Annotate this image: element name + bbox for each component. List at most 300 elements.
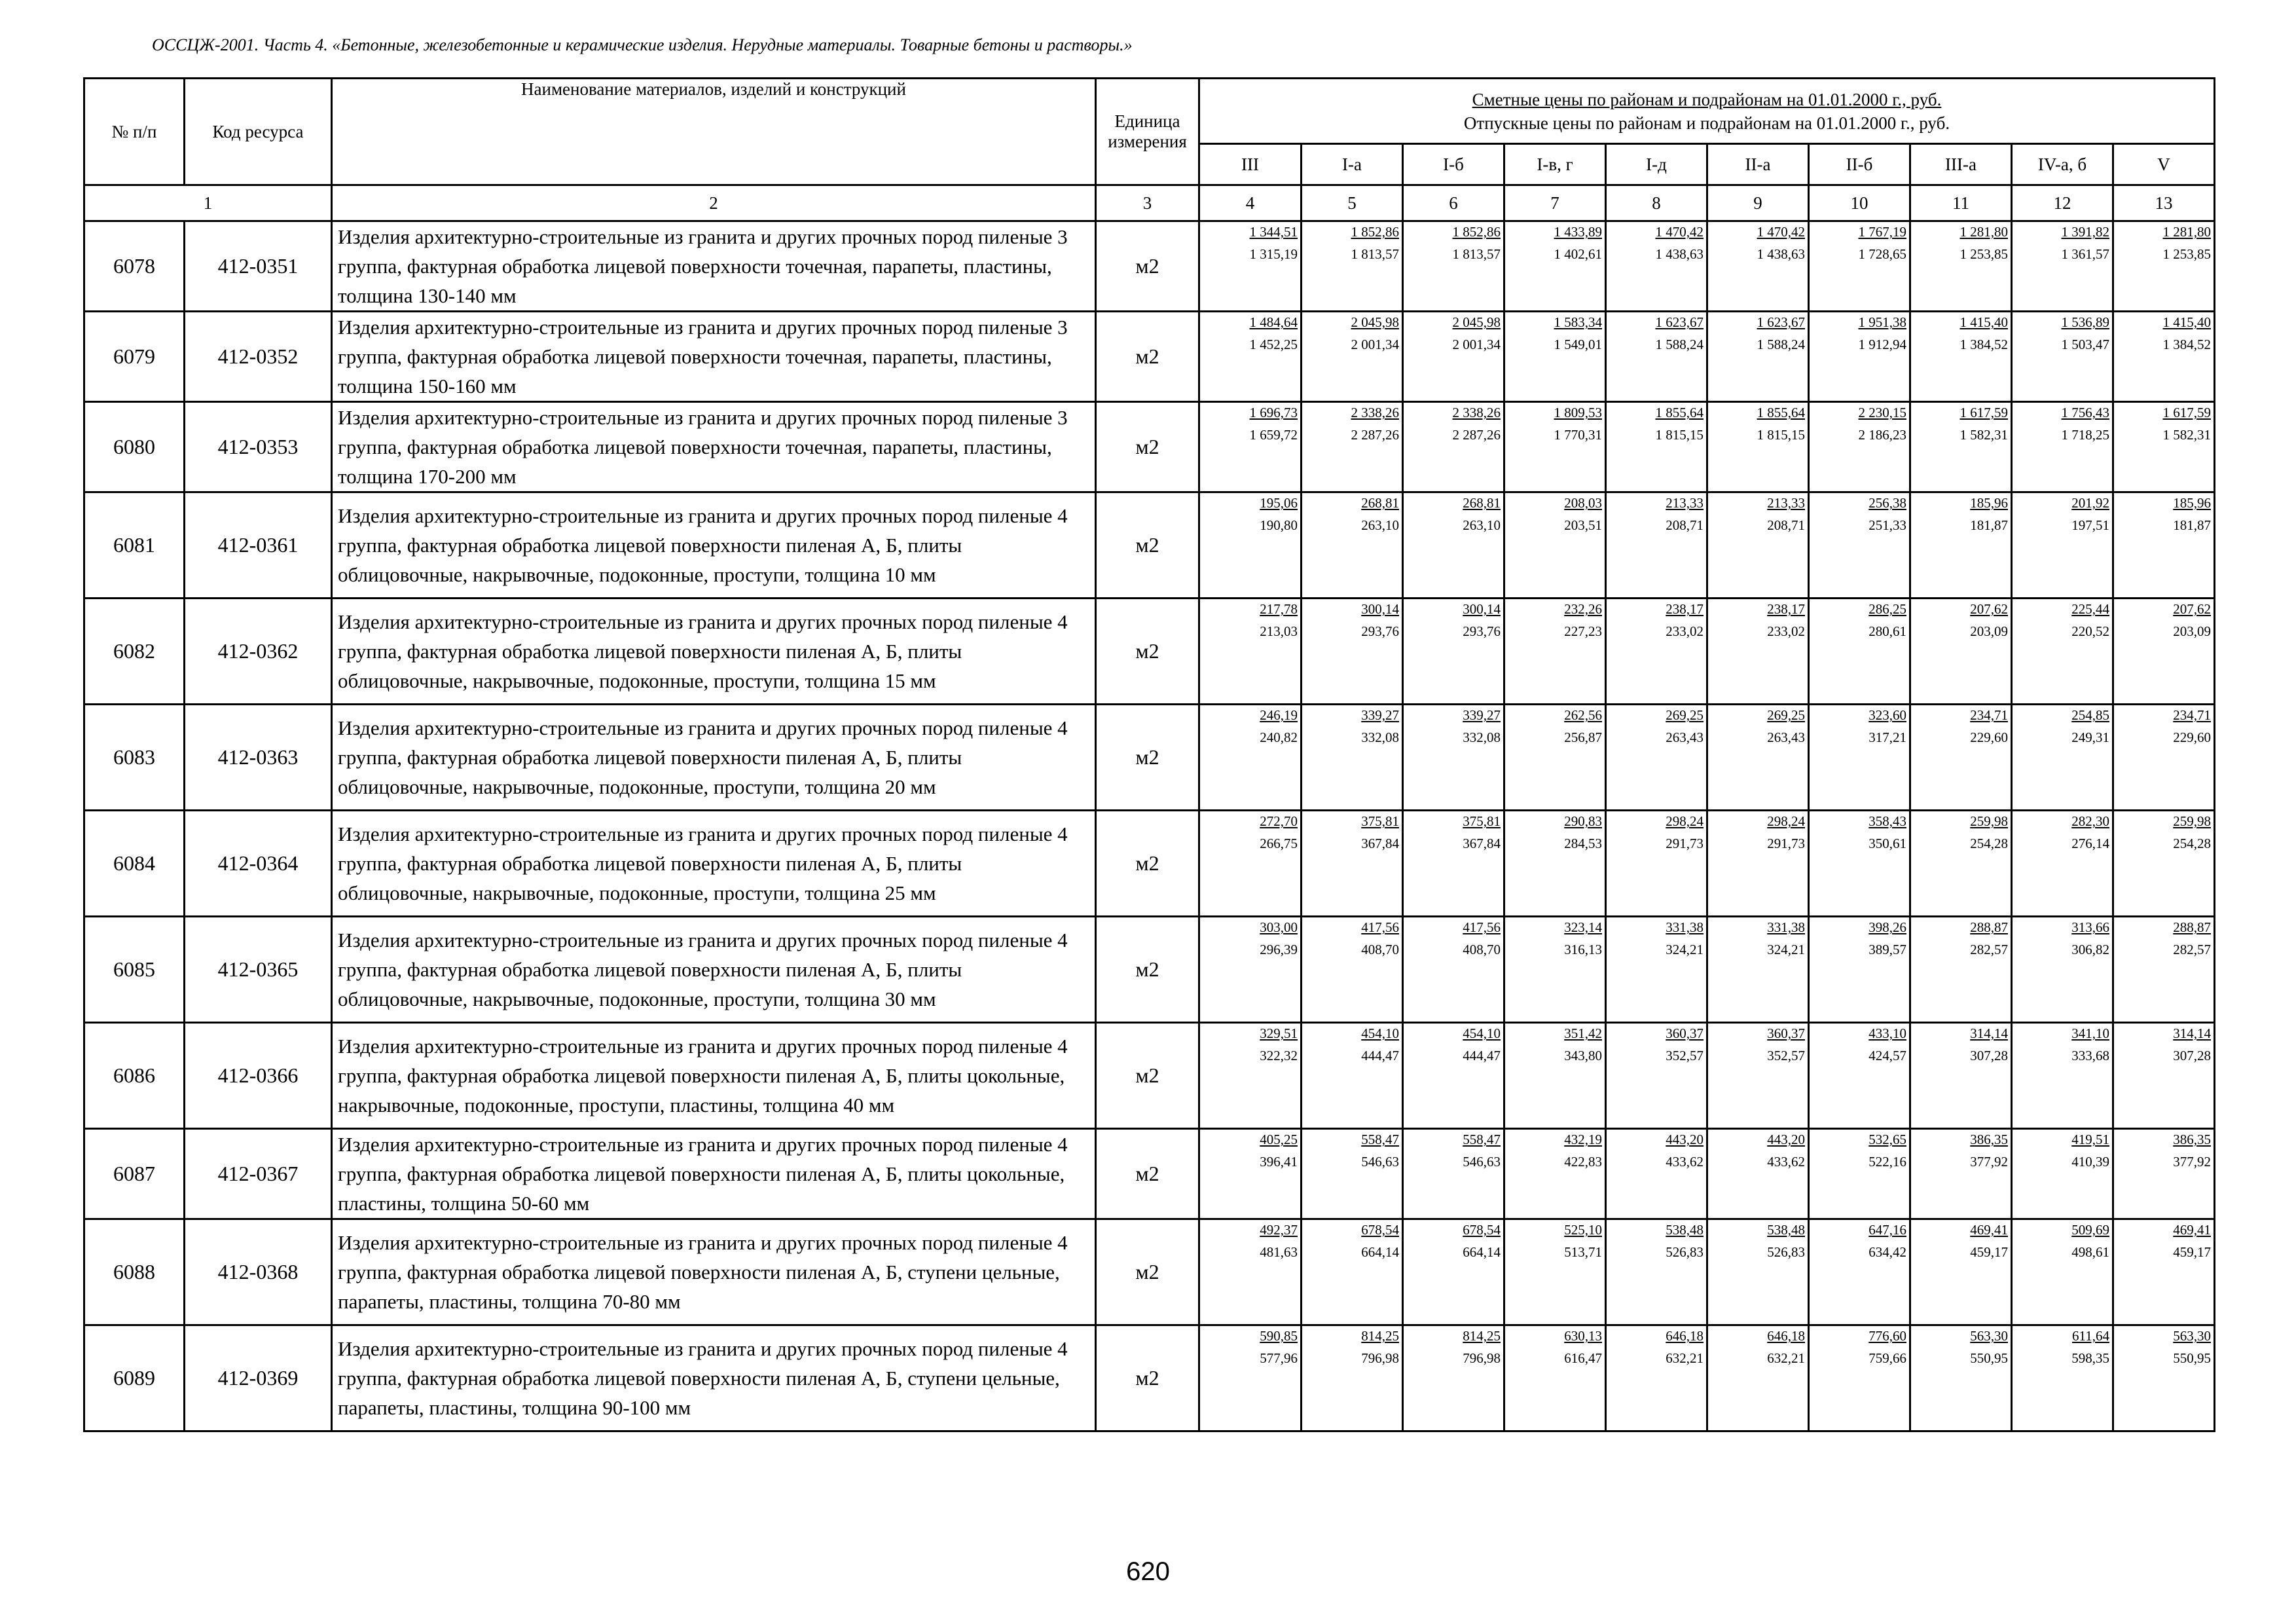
price-cell	[1199, 917, 1302, 1023]
estimate-price: 386,35	[2173, 1132, 2211, 1147]
release-price: 343,80	[1564, 1048, 1602, 1063]
release-price: 1 588,24	[1757, 337, 1805, 352]
unit-of-measure: м2	[1096, 221, 1199, 312]
release-price: 306,82	[2071, 942, 2109, 957]
estimate-price: 213,33	[1767, 495, 1805, 511]
release-price: 1 361,57	[2061, 246, 2109, 262]
price-cell	[1910, 492, 2012, 599]
price-cell	[1809, 811, 1910, 917]
price-cell	[1809, 312, 1910, 402]
resource-code: 412-0368	[185, 1219, 332, 1325]
release-price: 324,21	[1767, 942, 1805, 957]
document-header: ОССЦЖ-2001. Часть 4. «Бетонные, железобетонные и керамические изделия. Нерудные материалы. Товарные бетоны и растворы.»	[152, 35, 1133, 54]
release-price: 616,47	[1564, 1350, 1602, 1366]
estimate-price: 509,69	[2071, 1222, 2109, 1238]
region-header: III-а	[1910, 144, 2012, 185]
price-cell	[1403, 599, 1504, 705]
table-row	[84, 312, 2215, 402]
price-cell	[1606, 312, 1707, 402]
release-price: 181,87	[1970, 517, 2008, 533]
release-price: 291,73	[1767, 836, 1805, 851]
price-cell	[1403, 1023, 1504, 1129]
estimate-price: 207,62	[1970, 601, 2008, 617]
region-header: IV-а, б	[2012, 144, 2113, 185]
release-price: 632,21	[1767, 1350, 1805, 1366]
estimate-price: 217,78	[1260, 601, 1298, 617]
column-number: 3	[1096, 185, 1199, 221]
price-cell	[1403, 705, 1504, 811]
price-cell	[1809, 917, 1910, 1023]
material-name: Изделия архитектурно-строительные из гранита и других прочных пород пиленые 4 группа, фактурная обработка лицевой поверхности пиленая А, Б, плиты облицовочные, накрывочные, подоконные, проступи, толщина 15 мм	[332, 599, 1096, 705]
estimate-price: 286,25	[1868, 601, 1906, 617]
price-cell	[1910, 402, 2012, 492]
release-price: 190,80	[1260, 517, 1298, 533]
release-price: 1 813,57	[1351, 246, 1399, 262]
release-price: 282,57	[2173, 942, 2211, 957]
estimate-price: 360,37	[1767, 1025, 1805, 1041]
material-name: Изделия архитектурно-строительные из гранита и других прочных пород пиленые 3 группа, фактурная обработка лицевой поверхности точечная, парапеты, пластины, толщина 170-200 мм	[332, 402, 1096, 492]
price-cell	[2012, 312, 2113, 402]
release-price: 408,70	[1361, 942, 1399, 957]
price-cell	[1403, 1325, 1504, 1431]
price-cell	[2012, 1219, 2113, 1325]
material-name: Изделия архитектурно-строительные из гранита и других прочных пород пиленые 4 группа, фактурная обработка лицевой поверхности пиленая А, Б, ступени цельные, парапеты, пластины, толщина 70-80 мм	[332, 1219, 1096, 1325]
estimate-price: 323,14	[1564, 919, 1602, 935]
release-price: 444,47	[1361, 1048, 1399, 1063]
column-number: 10	[1809, 185, 1910, 221]
release-price: 1 438,63	[1655, 246, 1704, 262]
estimate-price: 2 338,26	[1452, 405, 1501, 420]
estimate-price: 288,87	[1970, 919, 2008, 935]
price-cell	[2113, 1129, 2215, 1219]
estimate-price: 1 470,42	[1655, 224, 1704, 240]
estimate-price: 1 623,67	[1757, 314, 1805, 330]
release-price: 229,60	[1970, 729, 2008, 745]
release-price: 459,17	[2173, 1244, 2211, 1260]
estimate-price: 590,85	[1260, 1328, 1298, 1344]
estimate-price: 259,98	[1970, 813, 2008, 829]
price-cell	[1302, 1219, 1403, 1325]
release-price: 307,28	[1970, 1048, 2008, 1063]
price-cell	[1199, 402, 1302, 492]
release-price: 1 770,31	[1554, 427, 1602, 443]
release-price: 181,87	[2173, 517, 2211, 533]
estimate-price: 2 045,98	[1452, 314, 1501, 330]
estimate-price: 303,00	[1260, 919, 1298, 935]
price-cell	[1809, 1023, 1910, 1129]
unit-of-measure: м2	[1096, 1129, 1199, 1219]
release-price: 266,75	[1260, 836, 1298, 851]
estimate-price: 646,18	[1666, 1328, 1704, 1344]
release-price: 2 287,26	[1452, 427, 1501, 443]
price-cell	[1707, 312, 1809, 402]
estimate-price: 201,92	[2071, 495, 2109, 511]
estimate-price: 2 045,98	[1351, 314, 1399, 330]
resource-code: 412-0353	[185, 402, 332, 492]
release-price: 396,41	[1260, 1154, 1298, 1170]
release-price: 352,57	[1767, 1048, 1805, 1063]
estimate-price: 776,60	[1868, 1328, 1906, 1344]
material-name: Изделия архитектурно-строительные из гранита и других прочных пород пиленые 4 группа, фактурная обработка лицевой поверхности пиленая А, Б, плиты облицовочные, накрывочные, подоконные, проступи, толщина 20 мм	[332, 705, 1096, 811]
release-price: 1 813,57	[1452, 246, 1501, 262]
release-price: 498,61	[2071, 1244, 2109, 1260]
release-price: 240,82	[1260, 729, 1298, 745]
release-price: 263,43	[1767, 729, 1805, 745]
release-price: 316,13	[1564, 942, 1602, 957]
release-price: 322,32	[1260, 1048, 1298, 1063]
estimate-price: 433,10	[1868, 1025, 1906, 1041]
estimate-price: 1 536,89	[2061, 314, 2109, 330]
estimate-price: 2 338,26	[1351, 405, 1399, 420]
price-cell	[1199, 811, 1302, 917]
estimate-price: 246,19	[1260, 707, 1298, 723]
release-price: 1 582,31	[1959, 427, 2008, 443]
estimate-price: 454,10	[1463, 1025, 1501, 1041]
release-price: 263,10	[1361, 517, 1399, 533]
release-price: 1 253,85	[2162, 246, 2211, 262]
estimate-price: 1 951,38	[1858, 314, 1906, 330]
release-price: 367,84	[1463, 836, 1501, 851]
estimate-price: 1 855,64	[1757, 405, 1805, 420]
estimate-price: 525,10	[1564, 1222, 1602, 1238]
estimate-price: 268,81	[1361, 495, 1399, 511]
release-price: 2 287,26	[1351, 427, 1399, 443]
price-cell	[1606, 705, 1707, 811]
resource-code: 412-0361	[185, 492, 332, 599]
estimate-price: 443,20	[1767, 1132, 1805, 1147]
release-price: 332,08	[1463, 729, 1501, 745]
release-price: 280,61	[1868, 623, 1906, 639]
material-name: Изделия архитектурно-строительные из гранита и других прочных пород пиленые 4 группа, фактурная обработка лицевой поверхности пиленая А, Б, плиты цокольные, пластины, толщина 50-60 мм	[332, 1129, 1096, 1219]
table-row	[84, 221, 2215, 312]
estimate-price: 256,38	[1868, 495, 1906, 511]
estimate-price: 646,18	[1767, 1328, 1805, 1344]
price-cell	[1809, 705, 1910, 811]
release-price: 1 912,94	[1858, 337, 1906, 352]
price-cell	[1199, 312, 1302, 402]
estimate-price: 647,16	[1868, 1222, 1906, 1238]
price-cell	[1910, 312, 2012, 402]
row-index: 6078	[84, 221, 185, 312]
price-cell	[1199, 1325, 1302, 1431]
estimate-price: 814,25	[1463, 1328, 1501, 1344]
table-row	[84, 402, 2215, 492]
estimate-price: 339,27	[1361, 707, 1399, 723]
unit-of-measure: м2	[1096, 917, 1199, 1023]
price-cell	[1910, 221, 2012, 312]
price-cell	[2113, 705, 2215, 811]
estimate-price: 234,71	[1970, 707, 2008, 723]
estimate-price: 234,71	[2173, 707, 2211, 723]
estimate-price: 259,98	[2173, 813, 2211, 829]
price-cell	[1302, 402, 1403, 492]
price-cell	[1504, 1023, 1606, 1129]
estimate-price: 630,13	[1564, 1328, 1602, 1344]
row-index: 6088	[84, 1219, 185, 1325]
resource-code: 412-0351	[185, 221, 332, 312]
estimate-price: 558,47	[1361, 1132, 1399, 1147]
price-cell	[1707, 1023, 1809, 1129]
price-cell	[1199, 221, 1302, 312]
price-cell	[1910, 599, 2012, 705]
price-cell	[1910, 1325, 2012, 1431]
estimate-price: 375,81	[1361, 813, 1399, 829]
price-table	[83, 77, 2215, 1432]
resource-code: 412-0362	[185, 599, 332, 705]
price-cell	[1199, 705, 1302, 811]
material-name: Изделия архитектурно-строительные из гранита и других прочных пород пиленые 4 группа, фактурная обработка лицевой поверхности пиленая А, Б, ступени цельные, парапеты, пластины, толщина 90-100 мм	[332, 1325, 1096, 1431]
price-cell	[2012, 492, 2113, 599]
estimate-price: 492,37	[1260, 1222, 1298, 1238]
col-header-code: Код ресурса	[185, 79, 332, 185]
estimate-price: 1 415,40	[2162, 314, 2211, 330]
price-cell	[1504, 599, 1606, 705]
estimate-price: 1 433,89	[1554, 224, 1602, 240]
price-cell	[1199, 492, 1302, 599]
estimate-price: 563,30	[1970, 1328, 2008, 1344]
table-row	[84, 492, 2215, 599]
estimate-price: 314,14	[2173, 1025, 2211, 1041]
release-price: 1 718,25	[2061, 427, 2109, 443]
estimate-price: 538,48	[1666, 1222, 1704, 1238]
material-name: Изделия архитектурно-строительные из гранита и других прочных пород пиленые 4 группа, фактурная обработка лицевой поверхности пиленая А, Б, плиты цокольные, накрывочные, подоконные, проступи, пластины, толщина 40 мм	[332, 1023, 1096, 1129]
estimate-price: 2 230,15	[1858, 405, 1906, 420]
estimate-price: 611,64	[2072, 1328, 2109, 1344]
table-row	[84, 1219, 2215, 1325]
region-header: III	[1199, 144, 1302, 185]
price-cell	[1403, 1129, 1504, 1219]
price-cell	[1302, 221, 1403, 312]
release-price: 1 452,25	[1249, 337, 1298, 352]
price-cell	[2012, 811, 2113, 917]
estimate-price: 469,41	[2173, 1222, 2211, 1238]
price-cell	[1302, 1023, 1403, 1129]
row-index: 6081	[84, 492, 185, 599]
material-name: Изделия архитектурно-строительные из гранита и других прочных пород пиленые 4 группа, фактурная обработка лицевой поверхности пиленая А, Б, плиты облицовочные, накрывочные, подоконные, проступи, толщина 30 мм	[332, 917, 1096, 1023]
estimate-price: 469,41	[1970, 1222, 2008, 1238]
page-number: 620	[1126, 1557, 1170, 1586]
estimate-price: 398,26	[1868, 919, 1906, 935]
release-price: 1 503,47	[2061, 337, 2109, 352]
price-cell	[1809, 1325, 1910, 1431]
estimate-price: 300,14	[1463, 601, 1501, 617]
estimate-price: 300,14	[1361, 601, 1399, 617]
column-number: 2	[332, 185, 1096, 221]
release-price: 1 315,19	[1249, 246, 1298, 262]
table-row	[84, 811, 2215, 917]
release-price: 291,73	[1666, 836, 1704, 851]
price-cell	[1606, 917, 1707, 1023]
price-cell	[1606, 1023, 1707, 1129]
estimate-price: 225,44	[2071, 601, 2109, 617]
estimate-price: 208,03	[1564, 495, 1602, 511]
estimate-price: 1 767,19	[1858, 224, 1906, 240]
release-price: 389,57	[1868, 942, 1906, 957]
estimate-price: 269,25	[1767, 707, 1805, 723]
price-cell	[1606, 599, 1707, 705]
material-name: Изделия архитектурно-строительные из гранита и других прочных пород пиленые 4 группа, фактурная обработка лицевой поверхности пиленая А, Б, плиты облицовочные, накрывочные, подоконные, проступи, толщина 25 мм	[332, 811, 1096, 917]
estimate-price: 1 470,42	[1757, 224, 1805, 240]
estimate-price: 213,33	[1666, 495, 1704, 511]
release-price: 256,87	[1564, 729, 1602, 745]
release-price: 526,83	[1666, 1244, 1704, 1260]
region-header: I-б	[1403, 144, 1504, 185]
estimate-price: 1 415,40	[1959, 314, 2008, 330]
release-price: 526,83	[1767, 1244, 1805, 1260]
release-price: 424,57	[1868, 1048, 1906, 1063]
price-cell	[2113, 599, 2215, 705]
release-price: 1 815,15	[1757, 427, 1805, 443]
release-price: 282,57	[1970, 942, 2008, 957]
region-header: I-в, г	[1504, 144, 1606, 185]
release-price: 350,61	[1868, 836, 1906, 851]
estimate-price: 238,17	[1666, 601, 1704, 617]
price-cell	[1707, 221, 1809, 312]
release-price: 796,98	[1361, 1350, 1399, 1366]
column-number: 8	[1606, 185, 1707, 221]
release-price: 352,57	[1666, 1048, 1704, 1063]
price-cell	[1809, 402, 1910, 492]
resource-code: 412-0364	[185, 811, 332, 917]
price-cell	[1504, 312, 1606, 402]
col-header-prices	[1199, 79, 2215, 144]
price-cell	[1403, 811, 1504, 917]
estimate-price: 358,43	[1868, 813, 1906, 829]
price-cell	[1302, 811, 1403, 917]
price-cell	[1302, 312, 1403, 402]
price-cell	[1707, 599, 1809, 705]
material-name: Изделия архитектурно-строительные из гранита и других прочных пород пиленые 4 группа, фактурная обработка лицевой поверхности пиленая А, Б, плиты облицовочные, накрывочные, подоконные, проступи, толщина 10 мм	[332, 492, 1096, 599]
price-cell	[2012, 1129, 2113, 1219]
price-cell	[1606, 402, 1707, 492]
price-cell	[1809, 492, 1910, 599]
estimate-price: 1 756,43	[2061, 405, 2109, 420]
price-cell	[2012, 705, 2113, 811]
estimate-price: 1 809,53	[1554, 405, 1602, 420]
price-cell	[1302, 917, 1403, 1023]
price-cell	[1606, 1325, 1707, 1431]
price-cell	[1707, 402, 1809, 492]
release-price: 197,51	[2071, 517, 2109, 533]
estimate-price: 331,38	[1666, 919, 1704, 935]
price-cell	[1606, 492, 1707, 599]
row-index: 6079	[84, 312, 185, 402]
region-header: II-б	[1809, 144, 1910, 185]
release-price: 459,17	[1970, 1244, 2008, 1260]
release-price: 203,09	[1970, 623, 2008, 639]
estimate-price: 298,24	[1767, 813, 1805, 829]
resource-code: 412-0366	[185, 1023, 332, 1129]
price-cell	[1403, 917, 1504, 1023]
release-price: 284,53	[1564, 836, 1602, 851]
release-price: 208,71	[1767, 517, 1805, 533]
release-price: 598,35	[2071, 1350, 2109, 1366]
release-price: 1 815,15	[1655, 427, 1704, 443]
price-cell	[1707, 811, 1809, 917]
price-cell	[2012, 402, 2113, 492]
estimate-price: 454,10	[1361, 1025, 1399, 1041]
release-price: 546,63	[1361, 1154, 1399, 1170]
price-cell	[1302, 705, 1403, 811]
column-number: 11	[1910, 185, 2012, 221]
unit-of-measure: м2	[1096, 402, 1199, 492]
column-number: 1	[84, 185, 332, 221]
resource-code: 412-0363	[185, 705, 332, 811]
estimate-price: 1 391,82	[2061, 224, 2109, 240]
resource-code: 412-0352	[185, 312, 332, 402]
release-price: 213,03	[1260, 623, 1298, 639]
column-number: 9	[1707, 185, 1809, 221]
price-cell	[1504, 811, 1606, 917]
price-cell	[1910, 811, 2012, 917]
estimate-price: 1 852,86	[1351, 224, 1399, 240]
release-price: 1 659,72	[1249, 427, 1298, 443]
price-cell	[1302, 492, 1403, 599]
release-price: 759,66	[1868, 1350, 1906, 1366]
region-header: V	[2113, 144, 2215, 185]
price-cell	[1606, 1129, 1707, 1219]
release-price: 249,31	[2071, 729, 2109, 745]
estimate-price: 232,26	[1564, 601, 1602, 617]
price-cell	[2113, 917, 2215, 1023]
price-cell	[1302, 1129, 1403, 1219]
price-cell	[1707, 492, 1809, 599]
price-cell	[2113, 1023, 2215, 1129]
estimate-price: 1 852,86	[1452, 224, 1501, 240]
estimate-price: 405,25	[1260, 1132, 1298, 1147]
release-price: 2 001,34	[1351, 337, 1399, 352]
price-cell	[1809, 1129, 1910, 1219]
region-header: II-а	[1707, 144, 1809, 185]
price-cell	[2012, 221, 2113, 312]
estimate-price: 678,54	[1463, 1222, 1501, 1238]
release-price: 293,76	[1361, 623, 1399, 639]
estimate-price: 185,96	[1970, 495, 2008, 511]
release-price: 577,96	[1260, 1350, 1298, 1366]
price-cell	[1504, 1129, 1606, 1219]
price-cell	[1910, 1219, 2012, 1325]
estimate-price: 360,37	[1666, 1025, 1704, 1041]
release-price: 433,62	[1666, 1154, 1704, 1170]
estimate-price: 1 855,64	[1655, 405, 1704, 420]
price-cell	[2113, 221, 2215, 312]
price-cell	[2113, 312, 2215, 402]
estimate-price: 314,14	[1970, 1025, 2008, 1041]
estimate-price: 375,81	[1463, 813, 1501, 829]
price-cell	[1809, 599, 1910, 705]
release-price: 229,60	[2173, 729, 2211, 745]
release-price: 263,43	[1666, 729, 1704, 745]
table-row	[84, 599, 2215, 705]
release-price: 367,84	[1361, 836, 1399, 851]
release-price: 550,95	[2173, 1350, 2211, 1366]
price-cell	[1504, 1219, 1606, 1325]
estimate-price: 1 623,67	[1655, 314, 1704, 330]
price-cell	[1809, 1219, 1910, 1325]
release-price: 664,14	[1463, 1244, 1501, 1260]
release-price: 408,70	[1463, 942, 1501, 957]
estimate-price: 272,70	[1260, 813, 1298, 829]
price-cell	[2113, 1219, 2215, 1325]
row-index: 6086	[84, 1023, 185, 1129]
price-cell	[1504, 1325, 1606, 1431]
estimate-price: 419,51	[2071, 1132, 2109, 1147]
price-cell	[1302, 599, 1403, 705]
table-row	[84, 1325, 2215, 1431]
release-price: 2 001,34	[1452, 337, 1501, 352]
estimate-price: 538,48	[1767, 1222, 1805, 1238]
unit-of-measure: м2	[1096, 811, 1199, 917]
